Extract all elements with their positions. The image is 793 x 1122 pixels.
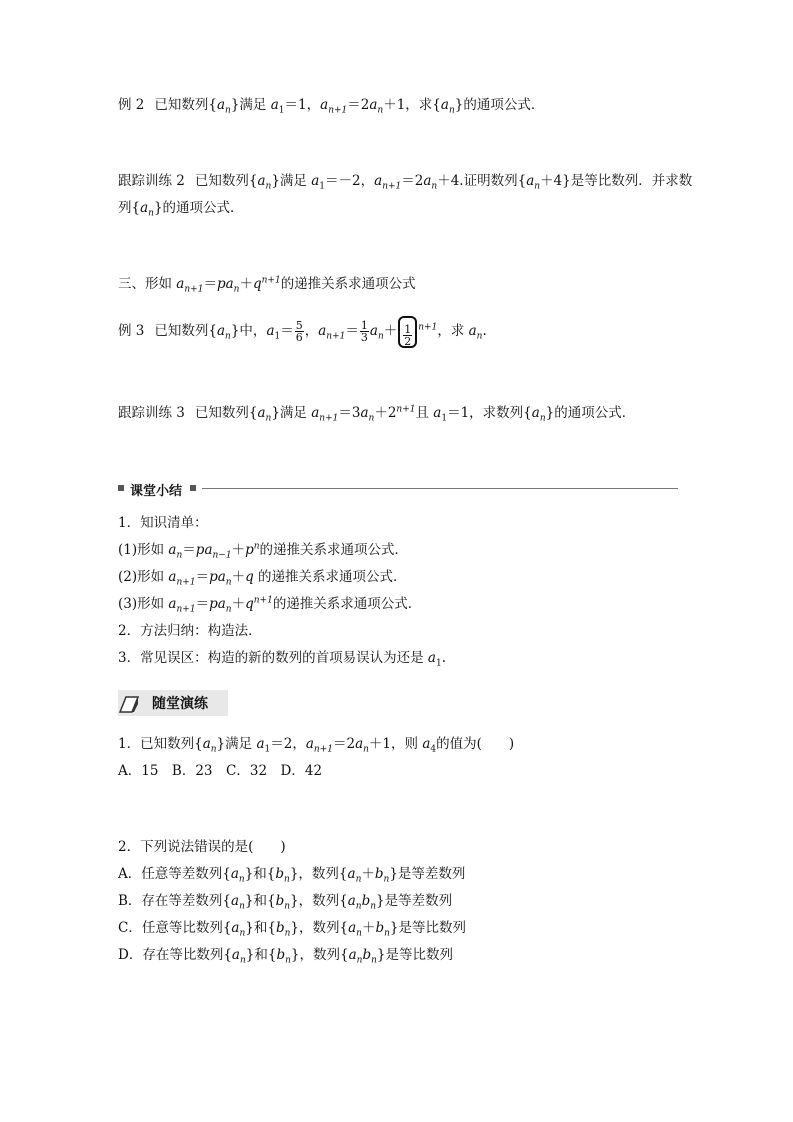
tracking-exercise-3: 跟踪训练 3 已知数列$\{a_n\}$满足 $a_{n+1}=3a_n+2^{n+1}$且 $a_1=1$，求数列$\{a_n\}$的通项公式． (118, 404, 636, 424)
summary-item-3: 3．常见误区：构造的新的数列的首项易误认为还是 $a_1$. (118, 650, 446, 669)
exercise-label: 跟踪训练 3 (118, 405, 185, 421)
summary-title: 课堂小结 (130, 484, 183, 499)
section-3-heading: 三、形如 $a_{n+1}=pa_n+q^{n+1}$的递推关系求通项公式 (118, 275, 416, 295)
tracking-exercise-2: 跟踪训练 2 已知数列$\{a_n\}$满足 $a_1=-2$，$a_{n+1}=2a_n+4$.证明数列$\{a_n+4\}$是等比数列．并求数 (118, 173, 693, 192)
square-bullet-icon (190, 485, 196, 491)
fraction-1-2-parenthesized: $\frac{1}{2}$ (398, 316, 417, 348)
summary-knowledge-2: (2)形如 $a_{n+1}=pa_n+q$ 的递推关系求通项公式． (118, 569, 407, 588)
question-1: 1．已知数列$\{a_n\}$满足 $a_1=2$，$a_{n+1}=2a_n+1$，则 $a_4$的值为( ) (118, 736, 515, 755)
question-2: 2．下列说法错误的是( ) (118, 839, 286, 855)
example-3: 例 3 已知数列$\{a_n\}$中，$a_1=$ $\frac{5}{6}$ ，$a_{n+1}=$ $\frac{1}{3}$ $a_n+$ $\frac{1}{2}$ $^{n+1}$，求 $a_n$. (118, 315, 487, 348)
question-2-option-b: B．存在等差数列$\{a_n\}$和$\{b_n\}$，数列$\{a_nb_n\}$是等差数列 (118, 893, 453, 912)
square-bullet-icon (118, 485, 124, 491)
question-2-option-c: C．任意等比数列$\{a_n\}$和$\{b_n\}$，数列$\{a_n+b_n\}$是等比数列 (118, 920, 467, 939)
exercise-label: 跟踪训练 2 (118, 173, 185, 189)
practice-header (118, 690, 228, 716)
example-2: 例 2 已知数列$\{a_n\}$满足 $a_1=1$，$a_{n+1}=2a_n+1$，求$\{a_n\}$的通项公式． (118, 97, 545, 116)
fraction-1-3: $\frac{1}{3}$ (360, 319, 368, 344)
question-2-option-a: A．任意等差数列$\{a_n\}$和$\{b_n\}$，数列$\{a_n+b_n\}$是等差数列 (118, 866, 466, 885)
example-label: 例 3 (118, 323, 145, 339)
question-1-options: A．15 B．23 C．32 D．42 (118, 763, 323, 779)
flag-icon (118, 694, 140, 714)
summary-knowledge-1: (1)形如 $a_n=pa_{n-1}+p^n$的递推关系求通项公式． (118, 541, 409, 561)
summary-item-2: 2．方法归纳：构造法． (118, 623, 262, 639)
example-label: 例 2 (118, 97, 145, 113)
tracking-exercise-2-line2: 列$\{a_n\}$的通项公式． (118, 200, 244, 219)
divider (202, 488, 678, 489)
summary-knowledge-3: (3)形如 $a_{n+1}=pa_n+q^{n+1}$的递推关系求通项公式． (118, 595, 422, 615)
practice-title: 随堂演练 (152, 696, 208, 712)
fraction-5-6: $\frac{5}{6}$ (295, 319, 303, 344)
summary-header (118, 480, 678, 498)
summary-item-1: 1．知识清单： (118, 515, 208, 531)
question-2-option-d: D．存在等比数列$\{a_n\}$和$\{b_n\}$，数列$\{a_nb_n\}$是等比数列 (118, 947, 454, 966)
